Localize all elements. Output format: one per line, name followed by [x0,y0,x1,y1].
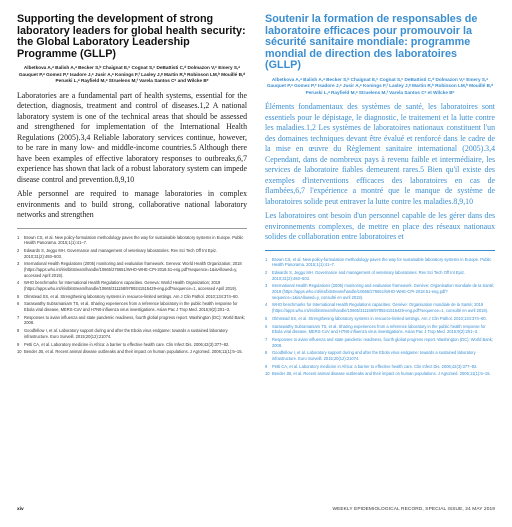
english-title: Supporting the development of strong laboratory leaders for global health security: the Global Laboratory Leadership Programme (GLLP) [17,13,246,60]
french-title: Soutenir la formation de responsables de laboratoire efficaces pour promouvoir la sécurité sanitaire mondiale: programme mondial de direction des laboratoires (GLLP) [265,13,478,72]
reference-item [265,283,495,300]
reference-item [265,324,495,335]
reference-text: Edwards S, Jeggo MH. Governance and management of veterinary laboratories. Rev Sci Tech Off Int Epiz. 2010;31(2):493–503. [272,270,466,281]
french-authors: Albetkova A,ᵃ Balish A,ᵃ Becker S,ᵇ Chaignat E,ᶜ Cognat S,ᶜ DeBattisti C,ᵈ Dolmazon V,ᶜ Emery S,ᵃ Gauquet P,ᵃ Gomez P,ᵉ Isadore J,ᵃ Jusir A,ᵃ Konings F,ᶠ Lasley J,ᵍ Martin R,ʰ Robinson LM,ʰ Mouillé B,ᵈ Peruski L,ᵃ Rayfield M,ᵃ Struelens M,ᶠ Varela Santos Cᶜ et Wilcke Bᵉ [266,76,494,95]
reference-number: 6 [265,323,268,329]
reference-number: 4 [265,302,268,308]
reference-item [265,316,495,322]
page-number: xiv [17,507,24,512]
reference-number: 1 [265,256,268,262]
reference-item [17,248,247,259]
reference-number: 8 [17,328,20,334]
reference-text: Petti CA, et al. Laboratory medicine in Africa: a barrier to effective health care. Clin Infect Dis. 2006;42(3):377–82. [24,341,230,347]
reference-item [265,364,495,370]
reference-number: 10 [265,371,270,377]
reference-text: Bender JB, et al. Recent animal disease outbreaks and their impact on human populations. J Agromed. 2006;11(1):5–15. [272,371,491,377]
reference-text: Olmstead SS, et al. Strengthening laboratory systems in resource-limited settings. Am J Clin Pathol. 2010;134:374–80. [272,315,487,321]
english-paragraph-1: Laboratories are a fundamental part of health systems, essential for the detection, diagnosis, treatment and control of diseases.1,2 A national laboratory system is one of the technical areas that should be assessed and strengthened for implementation of the International Health Regulations (2005).3,4 Reliable laboratory services continue, however, to be rare in many low- and middle-income countries.5 Although there have been examples of effective laboratory responses to outbreaks,6,7 experience has shown that lack of a robust laboratory system can impede disease control and prevention.8,9,10 [17,90,247,184]
reference-text: International Health Regulations (2005) monitoring and evaluation framework. Geneva: World Health Organization; 2018 (https://apps.who.int/iris/bitstream/handle/10665/276651/WHO-WHE-CPI-2018.51-eng.pdf?sequence=1&isAllowed=y, accessed April 2019). [24,261,242,278]
english-column [17,14,247,379]
reference-number: 2 [17,247,20,253]
reference-number: 9 [17,341,20,347]
reference-text: Olmstead SS, et al. Strengthening laboratory systems in resource-limited settings. Am J Clin Pathol. 2010;134:374–80. [24,293,239,299]
reference-item [265,350,495,361]
reference-number: 2 [265,270,268,276]
reference-number: 5 [265,315,268,321]
reference-text: International Health Regulations (2005) monitoring and evaluation framework. Genève: Organisation mondiale de la Santé; 2018 (https://apps.who.int/iris/bitstream/handle/10665/276651/WHO-WHE-CPI-2018.51-eng.pdf?sequence=1&isAllowed=y, consulté en avril 2019). [272,283,495,300]
page-footer [17,507,495,512]
reference-text: Goodfellow I, et al. Laboratory support during and after the Ebola virus endgame: towards a sustained laboratory infrastructure. Euro Surveill. 2015;20(12):21074. [272,350,476,361]
reference-item [17,315,247,326]
reference-text: WHO benchmarks for International Health Regulations capacities. Genève: Organisation mondiale de la Santé; 2019 (https://apps.who.int/iris/bitstream/handle/10665/311158/9789241515429-eng.pdf?sequence=1, consulté en avril 2019). [272,302,489,313]
reference-text: Brown CS, et al. New policy-formulation methodology paves the way for sustainable laboratory systems in Europe. Public Health Panorama. 2015;1(1):41–7. [272,256,492,268]
french-paragraph-2: Les laboratoires ont besoin d'un personnel capable de les gérer dans des environnements complexes, de mettre en place des réseaux nationaux solides de collaboration entre laboratoires et [265,211,495,242]
reference-number: 8 [265,350,268,356]
reference-text: Saraswathy Subramaniam TS, et al. Sharing experiences from a reference laboratory in the public health response for Ebola viral disease, MERS-CoV and H7N9 influenza virus investigations. Asian Pac J Trop Med. 2016;9(2):201–3. [272,323,486,335]
reference-number: 3 [17,261,20,267]
french-references [265,257,495,377]
french-paragraph-1: Éléments fondamentaux des systèmes de santé, les laboratoires sont essentiels pour le dépistage, le diagnostic, le traitement et la lutte contre les maladies.1,2 Les systèmes de laboratoires nationaux constituent l'un des domaines techniques devant être évalué et renforcé dans le cadre de la mise en œuvre du Règlement sanitaire international (2005).3,4 Cependant, dans de nombreux pays à revenu faible et intermédiaire, les services de laboratoire fiables demeurent rares.5 Bien qu'il existe des exemples d'interventions efficaces des laboratoires en cas de flambées,6,7 l'expérience a montré que le manque de système de laboratoires solide peut entraver la lutte contre les maladies.8,9,10 [265,102,495,206]
reference-item [265,337,495,348]
reference-item [17,261,247,278]
reference-text: Edwards S, Jeggo MH. Governance and management of veterinary laboratories. Rev Sci Tech Off Int Epiz. 2010;31(2):493–503. [24,247,218,259]
reference-number: 3 [265,283,268,289]
reference-number: 7 [17,314,20,320]
french-references-divider [265,250,495,251]
reference-item [265,270,495,281]
english-authors: Albetkova A,ᵃ Balish A,ᵃ Becker S,ᵇ Chaignat E,ᶜ Cognat S,ᶜ DeBattisti C,ᵈ Dolmazon V,ᶜ Emery S,ᵃ Gauquet P,ᵃ Gomez P,ᵉ Isadore J,ᵃ Jusir A,ᵃ Konings F,ᶠ Lasley J,ᵍ Martin R,ʰ Robinson LM,ʰ Mouillé B,ᵈ Peruski L,ᵃ Rayfield M,ᵃ Struelens M,ᶠ Varela Santos Cᶜ and Wilcke Bᵉ [18,65,246,84]
reference-text: Responses to avian influenza and state pandemic readiness, fourth global progress report. Washington (DC): World Bank; 2008. [272,336,493,348]
reference-number: 1 [17,234,20,240]
reference-text: Petti CA, et al. Laboratory medicine in Africa: a barrier to effective health care. Clin Infect Dis. 2006;42(3):377–82. [272,363,478,369]
reference-item [17,328,247,339]
reference-item [265,257,495,268]
english-references [17,235,247,355]
reference-text: Brown CS, et al. New policy-formulation methodology paves the way for sustainable laboratory systems in Europe. Public Health Panorama. 2015;1(1):41–7. [24,234,244,246]
reference-text: Bender JB, et al. Recent animal disease outbreaks and their impact on human populations. J Agromed. 2006;11(1):5–15. [24,349,243,355]
reference-text: Saraswathy Subramaniam TS, et al. Sharing experiences from a reference laboratory in the public health response for Ebola viral disease, MERS-CoV and H7N9 influenza virus investigations. Asian Pac J Trop Med. 2016;9(2):201–3. [24,301,238,313]
reference-item [17,280,247,291]
reference-item [17,301,247,312]
english-references-divider [17,228,247,229]
reference-item [17,342,247,348]
reference-item [17,294,247,300]
reference-text: Goodfellow I, et al. Laboratory support during and after the Ebola virus endgame: towards a sustained laboratory infrastructure. Euro Surveill. 2015;20(12):21074. [24,328,228,339]
reference-item [17,235,247,246]
reference-item [265,302,495,313]
journal-issue-label: WEEKLY EPIDEMIOLOGICAL RECORD, SPECIAL ISSUE, 24 MAY 2019 [332,507,495,512]
bilingual-columns [17,14,495,379]
reference-number: 6 [17,301,20,307]
reference-number: 7 [265,336,268,342]
english-paragraph-2: Able personnel are required to manage laboratories in complex environments and to build strong, collaborative national laboratory networks and strengthen [17,189,247,220]
reference-text: Responses to avian influenza and state pandemic readiness, fourth global progress report. Washington (DC): World Bank; 2008. [24,314,245,326]
reference-item [17,349,247,355]
reference-number: 5 [17,293,20,299]
reference-number: 4 [17,280,20,286]
reference-text: WHO benchmarks for International Health Regulations capacities. Geneva: World Health Organization; 2019 (https://apps.who.int/iris/bitstream/handle/10665/311158/9789241515429-eng.pdf?sequence=1, accessed April 2019). [24,280,237,291]
reference-number: 9 [265,363,268,369]
reference-item [265,371,495,377]
french-column [265,14,495,379]
reference-number: 10 [17,349,22,355]
